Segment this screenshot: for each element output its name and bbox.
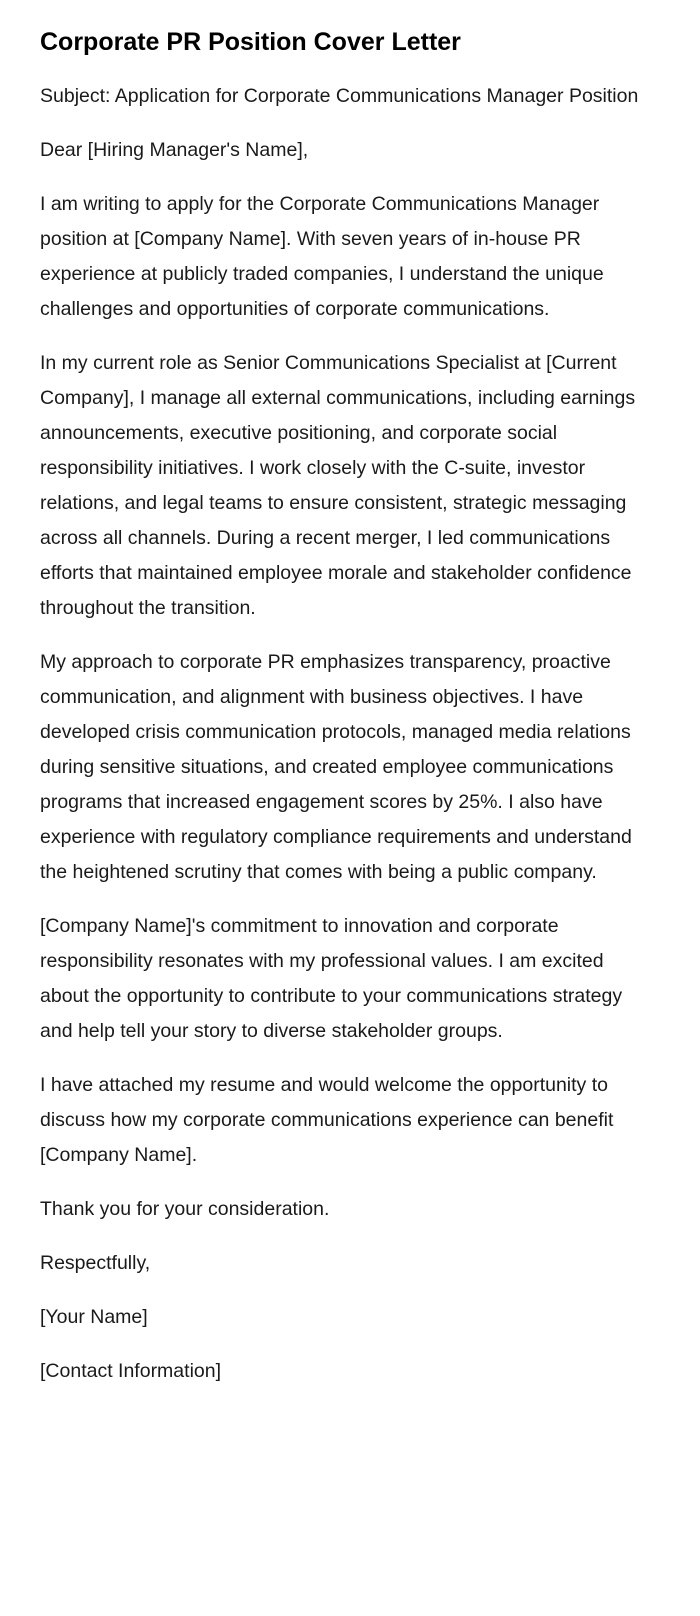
body-paragraph-current-role: In my current role as Senior Communications Specialist at [Current Company], I manage all external communications, including earnings announcements, executive positioning, and corporate social responsibility initiatives. I work closely with the C-suite, investor relations, and legal teams to ensure consistent, strategic messaging across all channels. During a recent merger, I led communications efforts that maintained employee morale and stakeholder confidence throughout the transition. <box>40 352 636 619</box>
subject-line: Subject: Application for Corporate Communications Manager Position <box>40 85 639 107</box>
body-paragraph-resume: I have attached my resume and would welcome the opportunity to discuss how my corporate communications experience can benefit [Company Name]. <box>40 1074 614 1166</box>
signature-name: [Your Name] <box>40 1306 148 1328</box>
page-title: Corporate PR Position Cover Letter <box>40 28 461 56</box>
body-paragraph-company-fit: [Company Name]'s commitment to innovation and corporate responsibility resonates with my professional values. I am excited about the opportunity to contribute to your communications strategy and help tell your story to diverse stakeholder groups. <box>40 915 623 1042</box>
body-paragraph-approach: My approach to corporate PR emphasizes transparency, proactive communication, and alignment with business objectives. I have developed crisis communication protocols, managed media relations during sensitive situations, and created employee communications programs that increased engagement scores by 25%. I also have experience with regulatory compliance requirements and understand the heightened scrutiny that comes with being a public company. <box>40 651 632 883</box>
closing-line: Respectfully, <box>40 1252 151 1274</box>
body-paragraph-intro: I am writing to apply for the Corporate Communications Manager position at [Company Name]. With seven years of in-house PR experience at publicly traded companies, I understand the unique challenges and opportunities of corporate communications. <box>40 193 604 320</box>
contact-information: [Contact Information] <box>40 1360 222 1382</box>
salutation: Dear [Hiring Manager's Name], <box>40 139 309 161</box>
thanks-line: Thank you for your consideration. <box>40 1198 330 1220</box>
